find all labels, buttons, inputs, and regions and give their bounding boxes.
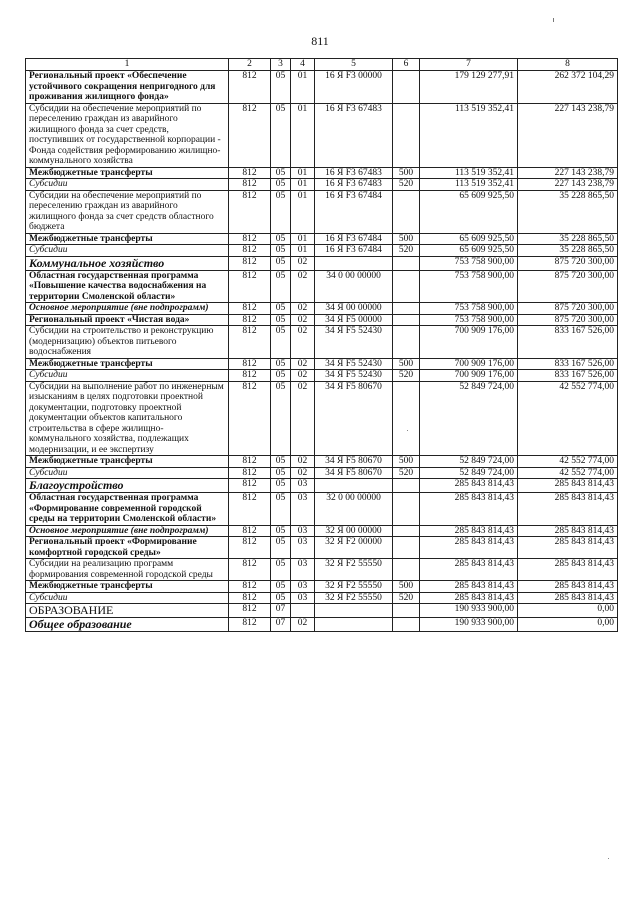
section-code: 05 [271,456,291,468]
column-header: 3 [271,59,291,71]
target-article-code: 16 Я F3 67484 [315,233,393,245]
expense-type-code: 520 [393,179,420,191]
ministry-code: 812 [229,358,271,370]
amount-year-1: 700 909 176,00 [420,358,518,370]
row-name: Основное мероприятие (вне подпрограмм) [26,303,229,315]
column-header: 5 [315,59,393,71]
section-code: 05 [271,256,291,270]
row-name: Межбюджетные трансферты [26,233,229,245]
expense-type-code [393,270,420,303]
row-name: Субсидии на строительство и реконструкцию (модернизацию) объектов питьевого водоснабжения [26,326,229,359]
ministry-code: 812 [229,71,271,104]
target-article-code: 16 Я F3 67483 [315,179,393,191]
subsection-code: 01 [291,190,315,233]
section-code: 05 [271,71,291,104]
row-name: Межбюджетные трансферты [26,167,229,179]
amount-year-2: 42 552 774,00 [518,381,618,456]
table-row [26,314,618,326]
amount-year-2: 35 228 865,50 [518,233,618,245]
subsection-code: 02 [291,618,315,632]
amount-year-2: 875 720 300,00 [518,270,618,303]
amount-year-1: 285 843 814,43 [420,592,518,604]
target-article-code: 34 Я F5 52430 [315,326,393,359]
section-code: 05 [271,525,291,537]
subsection-code: 01 [291,167,315,179]
target-article-code: 16 Я F3 00000 [315,71,393,104]
table-row [26,525,618,537]
subsection-code: 02 [291,370,315,382]
expense-type-code: 500 [393,167,420,179]
ministry-code: 812 [229,233,271,245]
page-number: 811 [311,34,329,48]
ministry-code: 812 [229,581,271,593]
row-name: Субсидии [26,245,229,257]
table-row [26,326,618,359]
subsection-code: 01 [291,103,315,167]
amount-year-2: 0,00 [518,604,618,618]
amount-year-1: 753 758 900,00 [420,270,518,303]
table-row [26,370,618,382]
amount-year-1: 113 519 352,41 [420,167,518,179]
amount-year-1: 190 933 900,00 [420,618,518,632]
subsection-code: 02 [291,381,315,456]
section-code: 05 [271,270,291,303]
amount-year-1: 753 758 900,00 [420,314,518,326]
subsection-code: 02 [291,303,315,315]
section-code: 05 [271,233,291,245]
row-name: Областная государственная программа «Формирование современной городской среды на территории Смоленской области» [26,493,229,526]
ministry-code: 812 [229,256,271,270]
subsection-code: 02 [291,256,315,270]
ministry-code: 812 [229,179,271,191]
section-code: 05 [271,467,291,479]
row-name: Субсидии на реализацию программ формирования современной городской среды [26,559,229,581]
expense-type-code [393,381,420,456]
amount-year-2: 42 552 774,00 [518,456,618,468]
row-name: Субсидии на выполнение работ по инженерным изысканиям в целях подготовки проектной документации, подготовку проектной документации объектов капитального строительства в сфере жилищно-коммунального хозяйства, подлежащих модернизации, и ее экспертизу [26,381,229,456]
table-row [26,233,618,245]
table-row [26,103,618,167]
row-name: Субсидии [26,467,229,479]
row-name: Межбюджетные трансферты [26,581,229,593]
expense-type-code [393,537,420,559]
target-article-code [315,604,393,618]
ministry-code: 812 [229,479,271,493]
expense-type-code [393,103,420,167]
table-row [26,479,618,493]
target-article-code: 32 Я F2 00000 [315,537,393,559]
table-row [26,493,618,526]
section-code: 05 [271,326,291,359]
amount-year-1: 190 933 900,00 [420,604,518,618]
expense-type-code: 500 [393,233,420,245]
expense-type-code [393,71,420,104]
row-name: Субсидии [26,179,229,191]
amount-year-2: 875 720 300,00 [518,314,618,326]
table-row [26,537,618,559]
section-code: 05 [271,245,291,257]
ministry-code: 812 [229,167,271,179]
subsection-code: 01 [291,233,315,245]
row-name: Субсидии на обеспечение мероприятий по переселению граждан из аварийного жилищного фонда за счет средств, поступивших от государственной корпорации - Фонда содействия реформированию жилищно-коммунального хозяйства [26,103,229,167]
amount-year-2: 227 143 238,79 [518,167,618,179]
subsection-code: 01 [291,179,315,191]
subsection-code: 02 [291,358,315,370]
subsection-code: 03 [291,581,315,593]
budget-table [25,58,618,632]
amount-year-1: 179 129 277,91 [420,71,518,104]
expense-type-code [393,190,420,233]
target-article-code [315,479,393,493]
expense-type-code [393,479,420,493]
target-article-code: 34 Я 00 00000 [315,303,393,315]
ministry-code: 812 [229,326,271,359]
row-name: Благоустройство [26,479,229,493]
ministry-code: 812 [229,559,271,581]
subsection-code: 03 [291,479,315,493]
row-name: Межбюджетные трансферты [26,456,229,468]
section-code: 05 [271,167,291,179]
expense-type-code: 520 [393,467,420,479]
subsection-code: 01 [291,71,315,104]
amount-year-1: 113 519 352,41 [420,103,518,167]
target-article-code: 34 Я F5 52430 [315,370,393,382]
ministry-code: 812 [229,525,271,537]
amount-year-1: 65 609 925,50 [420,245,518,257]
ministry-code: 812 [229,618,271,632]
header-row [26,59,618,71]
ministry-code: 812 [229,381,271,456]
row-name: ОБРАЗОВАНИЕ [26,604,229,618]
amount-year-2: 0,00 [518,618,618,632]
table-row [26,618,618,632]
amount-year-1: 52 849 724,00 [420,456,518,468]
row-name: Субсидии на обеспечение мероприятий по переселению граждан из аварийного жилищного фонда за счет средств областного бюджета [26,190,229,233]
amount-year-1: 700 909 176,00 [420,326,518,359]
ministry-code: 812 [229,456,271,468]
amount-year-2: 285 843 814,43 [518,592,618,604]
target-article-code: 16 Я F3 67483 [315,103,393,167]
column-header: 4 [291,59,315,71]
subsection-code: 03 [291,537,315,559]
target-article-code: 16 Я F3 67483 [315,167,393,179]
amount-year-1: 285 843 814,43 [420,493,518,526]
amount-year-2: 833 167 526,00 [518,358,618,370]
table-row [26,559,618,581]
expense-type-code: 520 [393,245,420,257]
section-code: 07 [271,618,291,632]
row-name: Региональный проект «Обеспечение устойчивого сокращения непригодного для проживания жилищного фонда» [26,71,229,104]
table-row [26,456,618,468]
row-name: Субсидии [26,592,229,604]
target-article-code: 16 Я F3 67484 [315,190,393,233]
table-row [26,358,618,370]
ministry-code: 812 [229,604,271,618]
target-article-code: 34 Я F5 80670 [315,467,393,479]
section-code: 05 [271,381,291,456]
amount-year-1: 65 609 925,50 [420,233,518,245]
amount-year-1: 285 843 814,43 [420,559,518,581]
table-row [26,245,618,257]
target-article-code: 32 Я F2 55550 [315,559,393,581]
table-row [26,167,618,179]
target-article-code: 34 Я F5 00000 [315,314,393,326]
expense-type-code [393,525,420,537]
column-header: 8 [518,59,618,71]
column-header: 2 [229,59,271,71]
ministry-code: 812 [229,270,271,303]
subsection-code [291,604,315,618]
expense-type-code [393,256,420,270]
amount-year-1: 285 843 814,43 [420,479,518,493]
section-code: 05 [271,592,291,604]
row-name: Региональный проект «Чистая вода» [26,314,229,326]
table-row [26,467,618,479]
amount-year-2: 833 167 526,00 [518,326,618,359]
target-article-code: 32 Я F2 55550 [315,581,393,593]
target-article-code: 34 Я F5 80670 [315,381,393,456]
expense-type-code [393,604,420,618]
target-article-code: 16 Я F3 67484 [315,245,393,257]
target-article-code: 32 Я F2 55550 [315,592,393,604]
section-code: 05 [271,314,291,326]
amount-year-2: 285 843 814,43 [518,525,618,537]
amount-year-2: 227 143 238,79 [518,179,618,191]
ministry-code: 812 [229,537,271,559]
amount-year-2: 875 720 300,00 [518,303,618,315]
amount-year-1: 753 758 900,00 [420,303,518,315]
section-code: 05 [271,190,291,233]
amount-year-2: 285 843 814,43 [518,537,618,559]
amount-year-2: 42 552 774,00 [518,467,618,479]
amount-year-1: 285 843 814,43 [420,581,518,593]
amount-year-2: 262 372 104,29 [518,71,618,104]
column-header: 7 [420,59,518,71]
ministry-code: 812 [229,493,271,526]
section-code: 05 [271,493,291,526]
amount-year-1: 700 909 176,00 [420,370,518,382]
table-row [26,592,618,604]
subsection-code: 02 [291,270,315,303]
table-row [26,581,618,593]
amount-year-1: 753 758 900,00 [420,256,518,270]
amount-year-2: 285 843 814,43 [518,493,618,526]
column-header: 1 [26,59,229,71]
amount-year-1: 52 849 724,00 [420,381,518,456]
scan-speck [608,858,609,859]
subsection-code: 02 [291,326,315,359]
row-name: Областная государственная программа «Повышение качества водоснабжения на территории Смоленской области» [26,270,229,303]
table-row [26,270,618,303]
amount-year-1: 65 609 925,50 [420,190,518,233]
subsection-code: 03 [291,493,315,526]
amount-year-1: 285 843 814,43 [420,525,518,537]
target-article-code [315,618,393,632]
amount-year-1: 52 849 724,00 [420,467,518,479]
row-name: Межбюджетные трансферты [26,358,229,370]
target-article-code: 32 Я 00 00000 [315,525,393,537]
expense-type-code [393,303,420,315]
expense-type-code: 520 [393,370,420,382]
amount-year-2: 285 843 814,43 [518,559,618,581]
amount-year-2: 833 167 526,00 [518,370,618,382]
subsection-code: 03 [291,592,315,604]
row-name: Основное мероприятие (вне подпрограмм) [26,525,229,537]
ministry-code: 812 [229,190,271,233]
target-article-code: 34 Я F5 52430 [315,358,393,370]
table-row [26,179,618,191]
section-code: 05 [271,103,291,167]
table-body [26,71,618,632]
target-article-code: 34 Я F5 80670 [315,456,393,468]
expense-type-code: 500 [393,456,420,468]
expense-type-code [393,618,420,632]
section-code: 05 [271,537,291,559]
amount-year-1: 285 843 814,43 [420,537,518,559]
amount-year-2: 35 228 865,50 [518,190,618,233]
expense-type-code [393,314,420,326]
row-name: Региональный проект «Формирование комфортной городской среды» [26,537,229,559]
amount-year-2: 285 843 814,43 [518,479,618,493]
section-code: 05 [271,179,291,191]
table-row [26,190,618,233]
amount-year-1: 113 519 352,41 [420,179,518,191]
section-code: 05 [271,303,291,315]
table-row [26,303,618,315]
section-code: 05 [271,479,291,493]
ministry-code: 812 [229,245,271,257]
amount-year-2: 227 143 238,79 [518,103,618,167]
ministry-code: 812 [229,370,271,382]
subsection-code: 02 [291,314,315,326]
scan-mark [553,18,554,22]
table-row [26,71,618,104]
target-article-code: 32 0 00 00000 [315,493,393,526]
amount-year-2: 35 228 865,50 [518,245,618,257]
amount-year-2: 875 720 300,00 [518,256,618,270]
ministry-code: 812 [229,467,271,479]
target-article-code [315,256,393,270]
row-name: Коммунальное хозяйство [26,256,229,270]
row-name: Общее образование [26,618,229,632]
expense-type-code [393,559,420,581]
expense-type-code [393,326,420,359]
subsection-code: 02 [291,456,315,468]
subsection-code: 02 [291,467,315,479]
ministry-code: 812 [229,303,271,315]
row-name: Субсидии [26,370,229,382]
column-header: 6 [393,59,420,71]
expense-type-code: 500 [393,581,420,593]
table-row [26,381,618,456]
expense-type-code [393,493,420,526]
table-row [26,256,618,270]
target-article-code: 34 0 00 00000 [315,270,393,303]
section-code: 05 [271,559,291,581]
expense-type-code: 500 [393,358,420,370]
subsection-code: 01 [291,245,315,257]
section-code: 07 [271,604,291,618]
ministry-code: 812 [229,592,271,604]
subsection-code: 03 [291,525,315,537]
section-code: 05 [271,581,291,593]
subsection-code: 03 [291,559,315,581]
table-row [26,604,618,618]
ministry-code: 812 [229,314,271,326]
section-code: 05 [271,370,291,382]
ministry-code: 812 [229,103,271,167]
amount-year-2: 285 843 814,43 [518,581,618,593]
expense-type-code: 520 [393,592,420,604]
section-code: 05 [271,358,291,370]
